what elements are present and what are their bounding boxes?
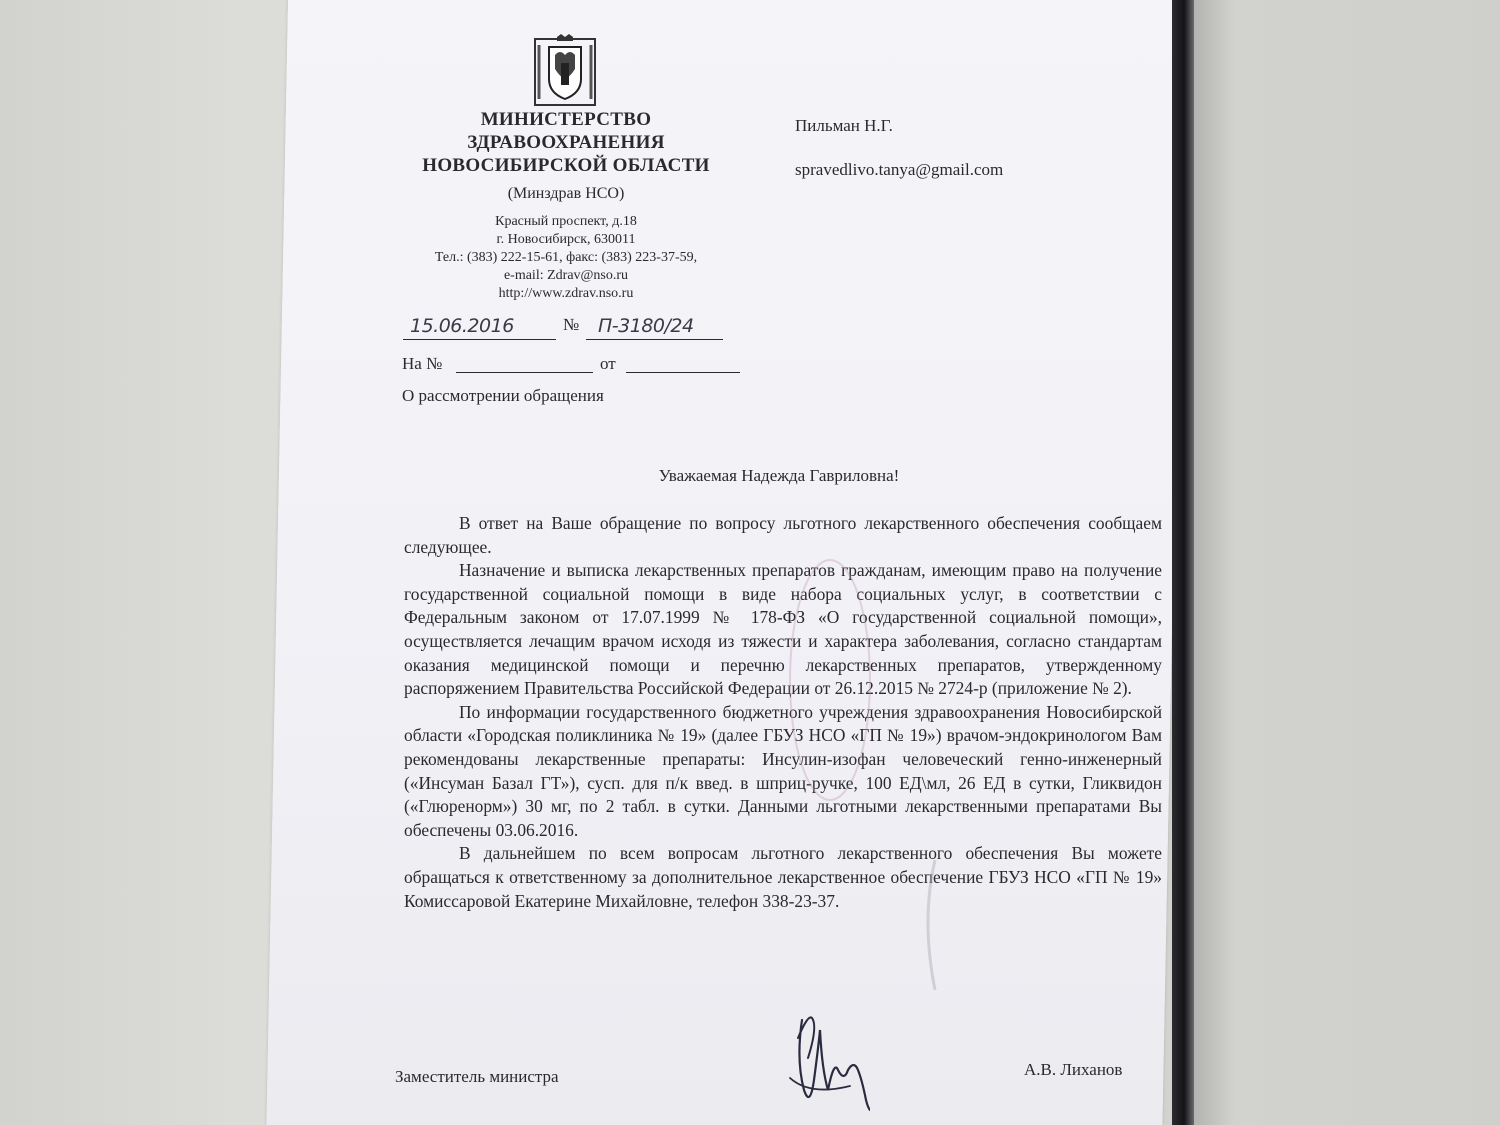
recipient-email: spravedlivo.tanya@gmail.com — [795, 160, 1004, 179]
address-line: Красный проспект, д.18 — [495, 214, 637, 229]
address-line: http://www.zdrav.nso.ru — [498, 286, 634, 301]
coat-of-arms-icon — [527, 33, 603, 109]
ministry-abbreviation: (Минздрав НСО) — [507, 185, 625, 202]
handwritten-signature — [780, 1008, 870, 1118]
registration-number: П-3180/24 — [598, 315, 694, 337]
ministry-address — [395, 213, 737, 303]
number-label: № — [563, 315, 580, 334]
date-underline — [403, 339, 556, 340]
body-paragraph: Назначение и выписка лекарственных препаратов гражданам, имеющим право на получение государственной социальной помощи в виде набора социальных услуг, в соответствии с Федеральным законом от 17.07.1999 № 178-ФЗ «О государственной социальной помощи», осуществляется лечащим врачом исходя из тяжести и характера заболевания, согласно стандартам оказания медицинской помощи и перечню лекарственных препаратов, утвержденному распоряжением Правительства Российской Федерации от 26.12.2015 № 2724-р (приложение № 2). — [404, 560, 1162, 699]
body-paragraph: В ответ на Ваше обращение по вопросу льготного лекарственного обеспечения сообщаем следующее. — [404, 513, 1162, 557]
address-line: г. Новосибирск, 630011 — [496, 232, 636, 247]
signatory-name: А.В. Лиханов — [1024, 1060, 1123, 1079]
reply-to-underline — [456, 372, 593, 373]
letter-subject: О рассмотрении обращения — [402, 386, 604, 405]
ministry-title — [400, 108, 732, 177]
number-underline — [586, 339, 723, 340]
binder-shadow — [1194, 0, 1234, 1125]
body-paragraph: В дальнейшем по всем вопросам льготного лекарственного обеспечения Вы можете обращаться к ответственному за дополнительное лекарственное обеспечение ГБУЗ НСО «ГП № 19» Комиссаровой Екатерине Михайловне, телефон 338-23-37. — [404, 843, 1162, 911]
signatory-position: Заместитель министра — [395, 1067, 559, 1086]
from-underline — [626, 372, 740, 373]
from-label: от — [600, 354, 616, 373]
address-line: Тел.: (383) 222-15-61, факс: (383) 223-37-59, — [434, 250, 698, 265]
registration-date: 15.06.2016 — [410, 315, 514, 337]
ministry-title-line: МИНИСТЕРСТВО — [480, 109, 652, 130]
bleed-through-stamp — [740, 520, 980, 1040]
binder-spine — [1172, 0, 1194, 1125]
body-paragraph: По информации государственного бюджетного учреждения здравоохранения Новосибирской области «Городская поликлиника № 19» (далее ГБУЗ НСО «ГП № 19») врачом-эндокринологом Вам рекомендованы лекарственные препараты: Инсулин-изофан человеческий генно-инженерный («Инсуман Базал ГТ»), сусп. для п/к введ. в шприц-ручке, 100 ЕД\мл, 26 ЕД в сутки, Гликвидон («Глюренорм») 30 мг, по 2 табл. в сутки. Данными льготными лекарственными препаратами Вы обеспечены 03.06.2016. — [404, 701, 1162, 840]
reply-to-label: На № — [402, 354, 443, 373]
salutation: Уважаемая Надежда Гавриловна! — [658, 466, 900, 485]
ministry-title-line: ЗДРАВООХРАНЕНИЯ — [467, 132, 665, 153]
address-line: e-mail: Zdrav@nso.ru — [503, 268, 629, 283]
ministry-title-line: НОВОСИБИРСКОЙ ОБЛАСТИ — [422, 155, 710, 176]
recipient-name: Пильман Н.Г. — [795, 116, 893, 135]
